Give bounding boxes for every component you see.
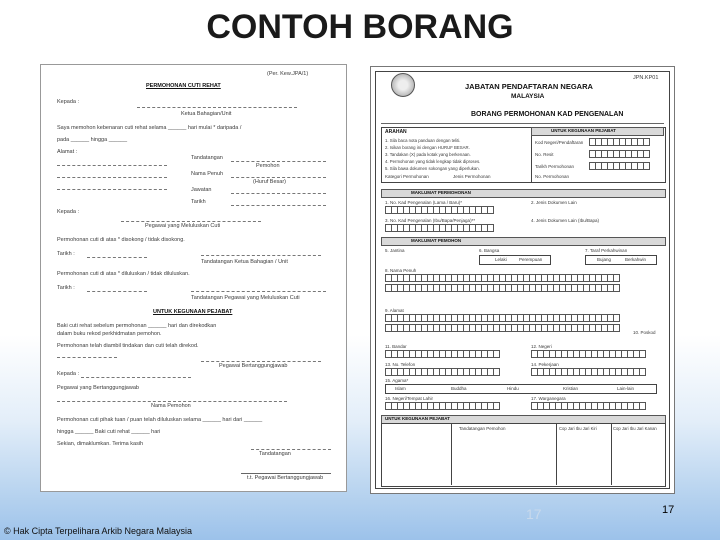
guide-item: 5. Sila bawa dokumen sokongan yang diperlukan. <box>385 166 480 171</box>
request-line-1: Saya memohon kebenaran cuti rehat selama ______ hari mulai * daripada / <box>57 125 242 131</box>
office-col-1: Tandatangan Pemohon <box>459 426 506 431</box>
office-col-2: Cop Jari Ibu Jari Kiri <box>559 426 597 431</box>
id-card-application-form <box>370 66 675 494</box>
citizenship-cells[interactable] <box>531 402 645 410</box>
field-b11: 11. Bandar <box>385 344 407 349</box>
field-b15: 15. Agama* <box>385 378 409 383</box>
reject-label: Pegawai yang Bertanggungjawab <box>57 385 139 391</box>
date-label: Tarikh <box>191 199 206 205</box>
office-code-cells[interactable] <box>589 138 649 146</box>
office-receipt-cells[interactable] <box>589 150 649 158</box>
city-cells[interactable] <box>385 350 499 358</box>
to2-label: Kepada : <box>57 209 80 215</box>
slide-title: CONTOH BORANG <box>206 8 514 46</box>
name-caps-label: (Huruf Besar) <box>253 179 287 185</box>
field-b12: 12. Negeri <box>531 344 552 349</box>
office-item-3: Tarikh Permohonan <box>535 164 575 169</box>
form-title: BORANG PERMOHONAN KAD PENGENALAN <box>471 111 624 118</box>
guide-item: 3. Tandakan (X) pada kotak yang berkenaan. <box>385 152 471 157</box>
page-number-watermark: 17 <box>526 506 542 522</box>
position-label: Jawatan <box>191 187 212 193</box>
religion-opt-5[interactable]: Lain-lain <box>617 386 635 391</box>
guide-item: 1. Sila baca nota panduan dengan teliti. <box>385 138 461 143</box>
occupation-cells[interactable] <box>531 368 645 376</box>
form-ref: JPN.KP01 <box>633 75 659 81</box>
gender-opt-female[interactable]: Perempuan <box>519 257 543 262</box>
sign-approver-label: Tandatangan Pegawai yang Meluluskan Cuti <box>191 295 300 301</box>
leave-application-form <box>40 64 347 492</box>
field-b17: 17. Warganegara <box>531 396 566 401</box>
field-b5: 5. Jantina <box>385 248 405 253</box>
state-cells[interactable] <box>531 350 645 358</box>
final-line-1: Permohonan cuti pihak tuan / puan telah diluluskan selama ______ hari dari ______ <box>57 417 263 423</box>
country-name: MALAYSIA <box>511 93 545 100</box>
field-b9: 9. Alamat <box>385 308 404 313</box>
sign-label: Tandatangan <box>191 155 223 161</box>
address-label: Alamat : <box>57 149 78 155</box>
request-line-2: pada ______ hingga ______ <box>57 137 128 143</box>
page-number: 17 <box>662 504 675 516</box>
field-b7: 7. Taraf Perkahwinan <box>585 248 628 253</box>
section-c-heading: UNTUK KEGUNAAN PEJABAT <box>385 416 450 421</box>
guide-item: 4. Permohonan yang tidak lengkap tidak diproses. <box>385 159 481 164</box>
final-line-2: hingga ______ Baki cuti rehat ______ hari <box>57 429 161 435</box>
address-cells-row2[interactable] <box>385 324 619 332</box>
dept-head-label: Ketua Bahagian/Unit <box>181 111 232 117</box>
to3-label: Kepada : <box>57 371 80 377</box>
religion-opt-3[interactable]: Hindu <box>507 386 519 391</box>
approval2-line: Permohonan cuti di atas * diluluskan / tidak diluluskan. <box>57 271 190 277</box>
field-a4: 4. Jenis Dokumen Lain (Ibu/Bapa) <box>531 218 600 223</box>
guide-heading: ARAHAN <box>385 129 407 135</box>
birthplace-cells[interactable] <box>385 402 499 410</box>
copyright-notice: © Hak Cipta Terpelihara Arkib Negara Malaysia <box>4 526 193 536</box>
office-item-1: Kod Negeri/Pendaftaran <box>535 140 584 145</box>
religion-opt-1[interactable]: Islam <box>395 386 406 391</box>
agency-name: JABATAN PENDAFTARAN NEGARA <box>465 82 593 91</box>
field-b13: 13. No. Telefon <box>385 362 416 367</box>
religion-opt-4[interactable]: Kristian <box>563 386 579 391</box>
field-a1: 1. No. Kad Pengenalan (Lama / Baru)* <box>385 200 463 205</box>
parent-ic-cells[interactable] <box>385 224 493 232</box>
section-a-heading: MAKLUMAT PERMOHONAN <box>411 190 471 195</box>
sign3-label: Tandatangan <box>259 451 291 457</box>
status-opt-single[interactable]: Bujang <box>597 257 612 262</box>
reason-label: Kategori Permohonan <box>385 174 429 179</box>
officer2-label: Pegawai Bertanggungjawab <box>219 363 288 369</box>
section-b-heading: MAKLUMAT PEMOHON <box>411 238 462 243</box>
final-line-3: Sekian, dimaklumkan. Terima kasih <box>57 441 144 447</box>
phone-cells[interactable] <box>385 368 499 376</box>
date2-label: Tarikh : <box>57 251 75 257</box>
to-label: Kepada : <box>57 99 80 105</box>
sign-head-label: Tandatangan Ketua Bahagian / Unit <box>201 259 288 265</box>
approval-line: Permohonan cuti di atas * disokong / tidak disokong. <box>57 237 185 243</box>
field-b10: 10. Poskod <box>633 330 656 335</box>
records-line-1: Baki cuti rehat sebelum permohonan ______ hari dan direkodkan <box>57 323 217 329</box>
reg-label: No. Permohonan <box>535 174 570 179</box>
field-b16: 16. Negeri/Tempat Lahir <box>385 396 434 401</box>
field-b6: 6. Bangsa <box>479 248 500 253</box>
office-item-2: No. Resit <box>535 152 554 157</box>
date3-label: Tarikh : <box>57 285 75 291</box>
office-date-cells[interactable] <box>589 162 649 170</box>
applicant2-label: Nama Pemohon <box>151 403 191 409</box>
form-heading: PERMOHONAN CUTI REHAT <box>146 83 221 89</box>
name-label: Nama Penuh <box>191 171 224 177</box>
form-ref: (Per. Kew.JPA/1) <box>267 71 309 77</box>
records-line-3: Permohonan telah diambil tindakan dan cuti telah direkod. <box>57 343 199 349</box>
field-b8: 8. Nama Penuh <box>385 268 417 273</box>
guide-item: 2. Isikan borang ini dengan HURUF BESAR. <box>385 145 470 150</box>
kind-label: Jenis Permohonan <box>453 174 491 179</box>
final-sign: t.t. Pegawai Bertanggungjawab <box>247 475 324 481</box>
name-cells-row1[interactable] <box>385 274 619 282</box>
applicant-label: Pemohon <box>256 163 280 169</box>
name-cells-row2[interactable] <box>385 284 619 292</box>
status-opt-married[interactable]: Berkahwin <box>625 257 647 262</box>
gender-opt-male[interactable]: Lelaki <box>495 257 507 262</box>
field-a3: 3. No. Kad Pengenalan (Ibu/Bapa/Penjaga)** <box>385 218 476 223</box>
field-a2: 2. Jenis Dokumen Lain <box>531 200 577 205</box>
office-heading: UNTUK KEGUNAAN PEJABAT <box>551 128 616 133</box>
ic-number-cells[interactable] <box>385 206 493 214</box>
records-heading: UNTUK KEGUNAAN PEJABAT <box>153 309 233 315</box>
address-cells-row1[interactable] <box>385 314 619 322</box>
office-col-3: Cop Jari Ibu Jari Kanan <box>613 426 657 431</box>
field-b14: 14. Pekerjaan <box>531 362 559 367</box>
religion-opt-2[interactable]: Buddha <box>451 386 467 391</box>
government-crest-icon <box>391 73 415 97</box>
records-line-2: dalam buku rekod perkhidmatan pemohon. <box>57 331 162 337</box>
officer-label: Pegawai yang Meluluskan Cuti <box>145 223 221 229</box>
